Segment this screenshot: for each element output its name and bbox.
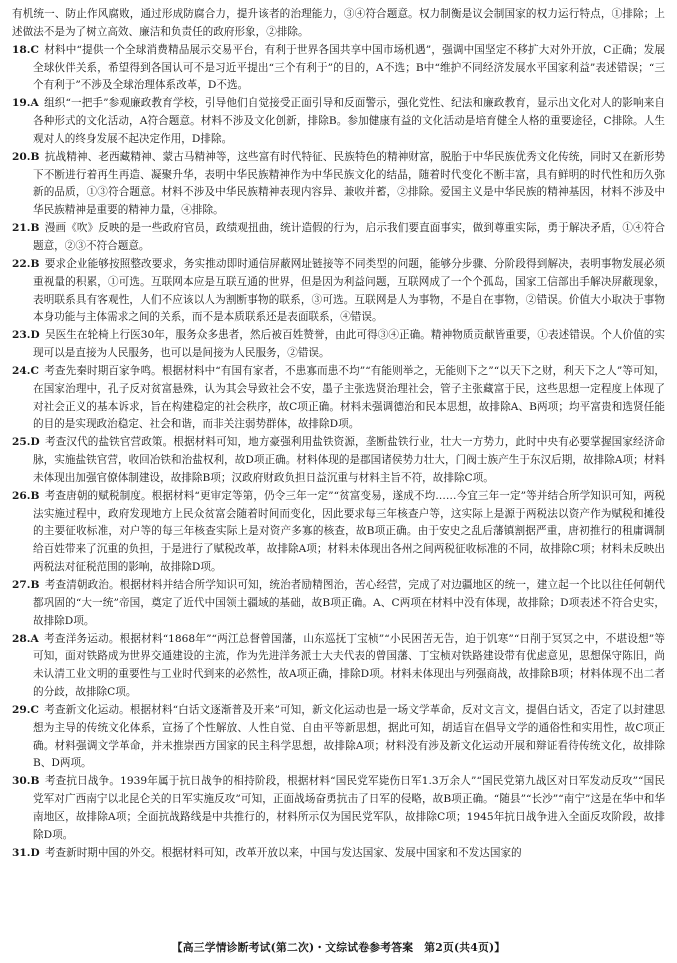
explanation-text: 漫画《吹》反映的是一些政府官员，政绩观扭曲，统计造假的行为，启示我们要直面事实，做到尊重实际，勇于解决矛盾，①④符合题意，②③不符合题意。 — [33, 222, 665, 252]
explanation-text: 吴医生在轮椅上行医30年，服务众多患者，然后被百姓赞誉，由此可得③④正确。精神物质贡献皆重要，①表述错误。个人价值的实现可以是直接为人民服务，也可以是间接为人民服务，②错误。 — [33, 329, 665, 360]
answer-item — [12, 95, 665, 149]
answer-letter: B — [30, 222, 40, 235]
answer-letter: A — [30, 632, 39, 645]
answer-item — [12, 363, 665, 434]
question-number: 22. — [12, 257, 31, 270]
answer-letter: A — [30, 97, 39, 110]
explanation-text: 考查抗日战争。1939年属于抗日战争的相持阶段，根据材料“国民党军毙伤日军1.3万余人”“国民党第九战区对日军发动反攻”“国民党军对广西南宁以北昆仑关的日军实施反攻”可知，正面战场奋勇抗击了日军的侵略，故B项正确。“随县”“长沙”“南宁”这是在华中和华南地区，故排除A项；全面抗战路线是中共推行的，材料所示仅为国民党军队，故排除C项；1945年抗日战争进入全面反攻阶段，故排除D项。 — [33, 775, 665, 841]
lead-in-paragraph: 有机统一、防止作风腐败，通过形成防腐合力，提升该者的治理能力，③④符合题意。权力制衡是议会制国家的权力运行特点，①排除；上述做法不是为了树立高效、廉洁和负责任的政府形象，②排除。 — [12, 8, 665, 38]
answer-letter: D — [30, 436, 40, 449]
page-footer: 【高三学情诊断考试(第二次)・文综试卷参考答案 第2页(共4页)】 — [171, 941, 506, 954]
explanation-text: 考查新文化运动。根据材料“白话文逐渐普及开来”可知，新文化运动也是一场文学革命，反对文言文，提倡白话文，否定了以封建思想为主导的传统文化体系，宣扬了个性解放、人性自觉、自由平等新思想，据此可知，胡适盲在倡导文学的通俗性和实用性，故C项正确。材料强调文学革命，并未推崇西方国家的民主科学思想，故排除A项；材料没有涉及新文化运动开展和辩证看待传统文化，故排除B、D两项。 — [33, 703, 665, 770]
answer-item — [12, 149, 665, 220]
question-number: 26. — [12, 489, 31, 502]
explanation-text: 要求企业能够按照整改要求，务实推动即时通信屏蔽网址链接等不同类型的问题，能够分步骤、分阶段得到解决，表明事物发展必须重视量的积累，①可选。互联网本应是互联互通的世界，但是因为利益问题，互联网成了一个个孤岛，国家工信部出手解决屏蔽现象，表明联系具有客观性，人们不应该以人为割断事物的联系，③可选。互联网是人为事物，不是自在事物，②错误。价值大小取决于事物本身功能与主体需求之间的关系，而不是本质联系还是表面联系，④错误。 — [33, 257, 665, 324]
answer-letter: D — [30, 329, 40, 342]
question-number: 24. — [12, 364, 31, 377]
answer-item — [12, 434, 665, 488]
answer-item — [12, 702, 665, 773]
answer-letter: D — [30, 846, 40, 859]
answer-item — [12, 256, 665, 327]
answer-letter: C — [30, 43, 39, 56]
question-number: 20. — [12, 150, 31, 163]
question-number: 29. — [12, 703, 31, 716]
answer-item — [12, 42, 665, 96]
question-number: 18. — [12, 43, 31, 56]
explanation-text: 考查新时期中国的外交。根据材料可知，改革开放以来，中国与发达国家、发展中国家和不发达国家的 — [44, 846, 522, 859]
answer-letter: B — [30, 579, 40, 591]
answer-letter: B — [30, 150, 40, 163]
explanation-text: 材料中“提供一个全球消费精品展示交易平台，有利于世界各国共享中国市场机遇”，强调中国坚定不移扩大对外开放，C正确；发展全球伙伴关系，希望得到各国认可不是习近平提出“三个有利于”的目的，A不选；B中“维护不同经济发展水平国家利益”表述错误；“三个有利于”不涉及全球治理体系改革，D不选。 — [33, 43, 665, 92]
answer-item — [12, 773, 665, 844]
answer-item — [12, 577, 665, 631]
question-number: 21. — [12, 222, 31, 235]
question-number: 27. — [12, 579, 31, 591]
explanation-text: 考查唐朝的赋税制度。根据材料“更审定等第，仍令三年一定”“贫富变易，遂成不均……今宜三年一定”等并结合所学知识可知，两税法实施过程中，政府发现地方上民众贫富会随着时间而变化，因此要求每三年核查户等，这实际上是源于两税法以资产作为赋税和摊役的主要征收标准，对户等的每三年核查实际上是对资产多寡的核查，故B项正确。由于安史之乱后藩镇割据严重，唐初推行的租庸调制给百姓带来了沉重的负担，于是进行了赋税改革，故排除A项；材料未体现出各州之间两税征收标准的不同，故排除C项；材料未反映出两税法对征税范围的影响，故排除D项。 — [33, 489, 665, 574]
explanation-text: 考查汉代的盐铁官营政策。根据材料可知，地方豪强利用盐铁资源，垄断盐铁行业，壮大一方势力，此时中央有必要掌握国家经济命脉，实施盐铁官营，收回冶铁和治盐权利，故D项正确。材料体现的是郡国诸侯势力壮大，门阀士族产生于东汉后期，故排除A项；材料未体现出加强官僚体制建设，故排除B项；汉政府财政负担日益沉重与材料主旨不符，故排除C项。 — [33, 436, 665, 484]
answer-item — [12, 488, 665, 577]
explanation-text: 考查洋务运动。根据材料“1868年”“两江总督曾国藩，山东巡抚丁宝桢”“小民困苦无告，迫于饥寒”“日削于冥冥之中，不堪设想”等可知，面对铁路成为世界交通建设的主流，作为先进洋务派士大夫代表的曾国藩、丁宝桢对铁路建设带有优虑意见，思想保守陈旧，尚未认清工业文明的重要性与工业时代到来的必然性，故A项正确，排除D项。材料未体现出与列强商战，故排除B项；材料体现不出二者的分歧，故排除C项。 — [33, 632, 665, 699]
explanation-text: 组织“一把手”参观廉政教育学校，引导他们自觉接受正面引导和反面警示，强化党性、纪法和廉政教育，显示出文化对人的影响来自各种形式的文化活动，A符合题意。材料不涉及文化创新，排除B。参加健康有益的文化活动是培育健全人格的重要途径，C排除。人生观对人的终身发展不起决定作用，D排除。 — [33, 97, 665, 145]
answer-letter: B — [30, 489, 40, 502]
answer-item — [12, 327, 665, 363]
answer-item — [12, 845, 665, 863]
explanation-text: 考查先秦时期百家争鸣。根据材料中“有国有家者，不患寡而患不均”“有能则举之，无能则下之”“以天下之财，利天下之人”等可知，在国家治理中，孔子反对贫富悬殊，认为其会导致社会不安，墨子主张选贤治理社会，管子主张藏富于民，这些思想一定程度上体现了对社会正义的基本诉求，旨在构建稳定的社会秩序，故C项正确。材料未强调德治和民本思想，故排除A、B两项；均平富贵和选贤任能的目的是实现政治稳定、社会和谐，而非关注弱势群体，故排除D项。 — [33, 364, 665, 431]
answer-letter: C — [30, 364, 39, 377]
answer-letter: B — [30, 775, 40, 788]
explanation-text: 抗战精神、老西藏精神、蒙古马精神等，这些富有时代特征、民族特色的精神财富，脱胎于中华民族优秀文化传统，同时又在新形势下不断进行着再生再造、凝聚升华，表明中华民族精神作为中华民族文化的结晶，随着时代变化不断丰富，具有鲜明的时代性和历久弥新的品质，①③符合题意。材料不涉及中华民族精神表现内容异、兼收并蓄，②排除。爱国主义是中华民族的精神基因，材料不涉及中华民族精神是重要的精神力量，④排除。 — [33, 150, 665, 217]
question-number: 25. — [12, 436, 31, 449]
answer-list — [12, 42, 665, 863]
answer-letter: B — [30, 257, 40, 270]
question-number: 30. — [12, 775, 31, 788]
answer-item — [12, 220, 665, 256]
question-number: 28. — [12, 632, 31, 645]
explanation-text: 考查清朝政治。根据材料并结合所学知识可知，统治者励精图治，苦心经营，完成了对边疆地区的统一，建立起一个比以往任何朝代都巩固的“大一统”帝国，奠定了近代中国领土疆域的基础，故B项正确。A、C两项在材料中没有体现，故排除；D项表述不符合史实，故排除D项。 — [33, 579, 665, 627]
question-number: 19. — [12, 97, 31, 110]
answer-item — [12, 631, 665, 702]
question-number: 31. — [12, 846, 31, 859]
answer-letter: C — [30, 703, 39, 716]
question-number: 23. — [12, 329, 31, 342]
